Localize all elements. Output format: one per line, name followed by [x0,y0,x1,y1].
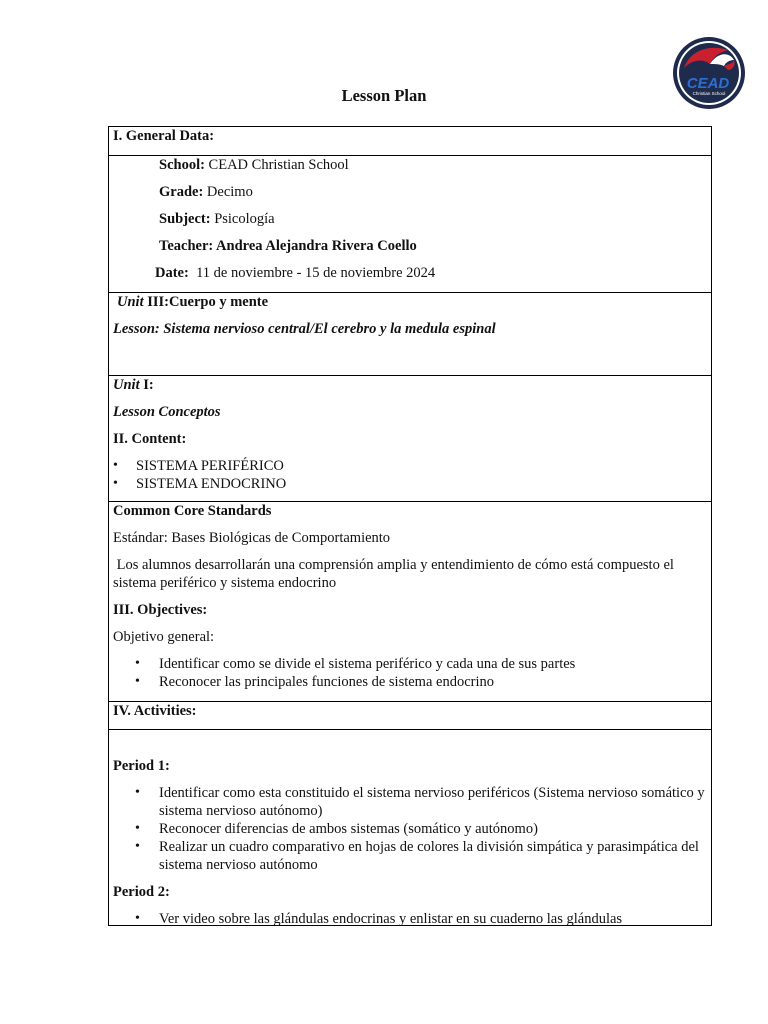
standards-heading: Common Core Standards [113,503,272,519]
date-value: 11 de noviembre - 15 de noviembre 2024 [188,265,436,281]
lesson-title: Lesson: Sistema nervioso central/El cerebro y la medula espinal [113,321,496,337]
general-data-header [109,127,711,156]
teacher-label: Teacher: [159,238,214,254]
list-item: • Identificar como se divide el sistema periférico y cada una de sus partes [113,655,707,673]
date-label: Date: [155,265,189,281]
svg-text:Christian School: Christian School [692,91,726,96]
list-item: • SISTEMA PERIFÉRICO [113,457,707,475]
standards-section [109,502,711,702]
page-title: Lesson Plan [341,86,427,105]
list-item: • Reconocer las principales funciones de sistema endocrino [113,673,707,691]
objectives-list [113,655,707,691]
period-2-list [113,910,707,926]
subject-row [113,210,707,228]
school-label: School: [159,157,205,173]
general-data-section [109,156,711,293]
objectives-heading: III. Objectives: [113,602,208,618]
activities-section [109,730,711,926]
activities-header [109,702,711,730]
list-item: • Identificar como esta constituido el sistema nervioso periféricos (Sistema nervioso somático y sistema nervioso autónomo) [113,784,707,820]
period-2-heading: Period 2: [113,884,170,900]
content-heading: II. Content: [113,431,187,447]
unit-iii-section [109,293,711,376]
activities-heading: IV. Activities: [113,703,197,719]
school-row [113,156,707,174]
svg-text:CEAD: CEAD [686,75,730,92]
subject-label: Subject: [159,211,211,227]
unit-i-section [109,376,711,502]
objective-general: Objetivo general: [113,629,215,645]
list-item: • Reconocer diferencias de ambos sistemas (somático y autónomo) [113,820,707,838]
lesson-conceptos: Lesson Conceptos [113,404,221,420]
standard-description: Los alumnos desarrollarán una comprensión amplia y entendimiento de cómo está compuesto el sistema periférico y sistema endocrino [113,557,678,591]
grade-label: Grade: [159,184,204,200]
teacher-row [113,237,707,255]
unit-i-heading: Unit I: [113,377,154,393]
grade-row [113,183,707,201]
period-1-list [113,784,707,874]
period-1-heading: Period 1: [113,758,170,774]
teacher-value: Andrea Alejandra Rivera Coello [213,238,417,254]
standard-text: Estándar: Bases Biológicas de Comportamiento [113,530,391,546]
list-item: • Ver video sobre las glándulas endocrinas y enlistar en su cuaderno las glándulas [113,910,707,926]
grade-value: Decimo [203,184,253,200]
list-item: • Realizar un cuadro comparativo en hojas de colores la división simpática y parasimpática del sistema nervioso autónomo [113,838,707,874]
content-list [113,457,707,493]
lesson-plan-table [108,126,712,926]
list-item: • SISTEMA ENDOCRINO [113,475,707,493]
subject-value: Psicología [210,211,275,227]
unit-iii-heading: Unit III:Cuerpo y mente [117,294,269,310]
general-data-heading: I. General Data: [113,128,215,144]
school-value: CEAD Christian School [204,157,349,173]
date-row [113,264,707,282]
